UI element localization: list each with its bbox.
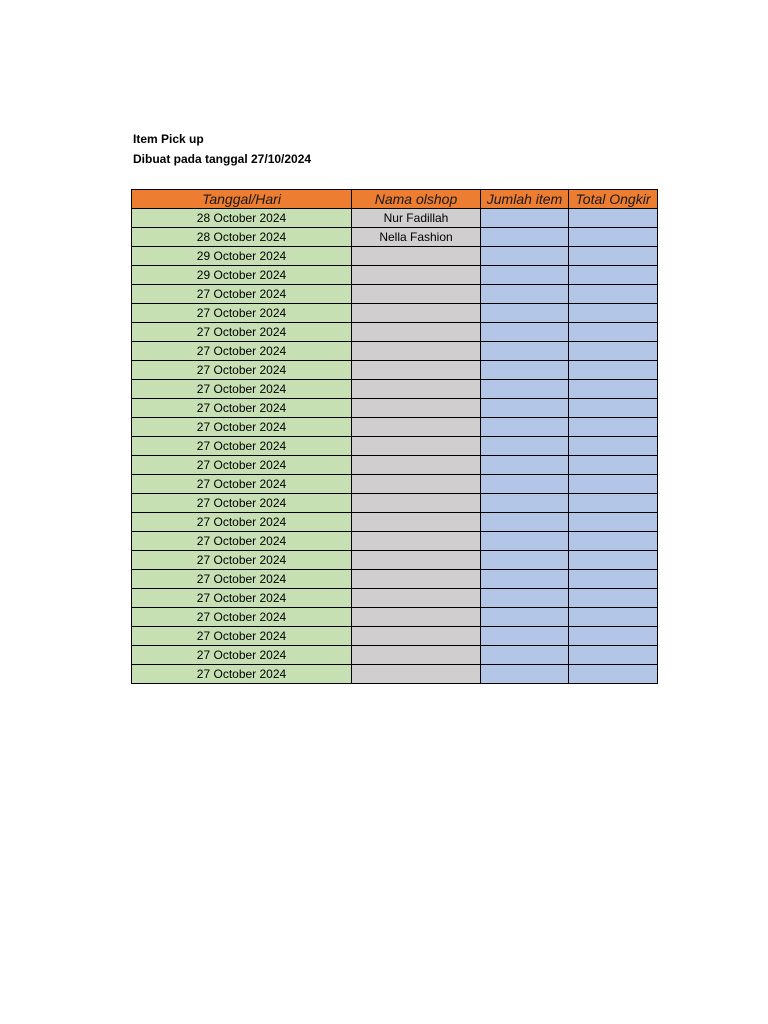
shipping-cost-cell[interactable] bbox=[569, 532, 658, 551]
column-header-date: Tanggal/Hari bbox=[132, 190, 352, 209]
shop-name-cell[interactable] bbox=[352, 304, 481, 323]
date-cell[interactable]: 27 October 2024 bbox=[132, 608, 352, 627]
item-count-cell[interactable] bbox=[481, 513, 569, 532]
date-cell[interactable]: 27 October 2024 bbox=[132, 437, 352, 456]
table-row bbox=[132, 532, 658, 551]
item-count-cell[interactable] bbox=[481, 608, 569, 627]
shipping-cost-cell[interactable] bbox=[569, 399, 658, 418]
shop-name-cell[interactable] bbox=[352, 532, 481, 551]
shop-name-cell[interactable]: Nella Fashion bbox=[352, 228, 481, 247]
table-row bbox=[132, 646, 658, 665]
shop-name-cell[interactable] bbox=[352, 608, 481, 627]
shipping-cost-cell[interactable] bbox=[569, 247, 658, 266]
shop-name-cell[interactable] bbox=[352, 589, 481, 608]
item-count-cell[interactable] bbox=[481, 570, 569, 589]
item-count-cell[interactable] bbox=[481, 456, 569, 475]
date-cell[interactable]: 27 October 2024 bbox=[132, 361, 352, 380]
item-count-cell[interactable] bbox=[481, 532, 569, 551]
date-cell[interactable]: 27 October 2024 bbox=[132, 646, 352, 665]
item-count-cell[interactable] bbox=[481, 247, 569, 266]
table-row bbox=[132, 608, 658, 627]
table-header-row bbox=[132, 190, 658, 209]
table-row bbox=[132, 665, 658, 684]
shipping-cost-cell[interactable] bbox=[569, 589, 658, 608]
item-count-cell[interactable] bbox=[481, 646, 569, 665]
date-cell[interactable]: 27 October 2024 bbox=[132, 475, 352, 494]
shop-name-cell[interactable] bbox=[352, 627, 481, 646]
table-row bbox=[132, 627, 658, 646]
shipping-cost-cell[interactable] bbox=[569, 285, 658, 304]
item-count-cell[interactable] bbox=[481, 665, 569, 684]
shipping-cost-cell[interactable] bbox=[569, 608, 658, 627]
table-row bbox=[132, 551, 658, 570]
creation-date-line: Dibuat pada tanggal 27/10/2024 bbox=[133, 152, 312, 166]
shop-name-cell[interactable] bbox=[352, 380, 481, 399]
table-row bbox=[132, 209, 658, 228]
date-cell[interactable]: 29 October 2024 bbox=[132, 247, 352, 266]
date-cell[interactable]: 29 October 2024 bbox=[132, 266, 352, 285]
date-cell[interactable]: 27 October 2024 bbox=[132, 418, 352, 437]
shipping-cost-cell[interactable] bbox=[569, 456, 658, 475]
shop-name-cell[interactable] bbox=[352, 513, 481, 532]
table-row bbox=[132, 589, 658, 608]
table-row bbox=[132, 418, 658, 437]
column-header-cost: Total Ongkir bbox=[569, 190, 658, 209]
item-count-cell[interactable] bbox=[481, 285, 569, 304]
date-cell[interactable]: 27 October 2024 bbox=[132, 456, 352, 475]
shipping-cost-cell[interactable] bbox=[569, 494, 658, 513]
table-body bbox=[132, 209, 658, 684]
table-row bbox=[132, 247, 658, 266]
column-header-qty: Jumlah item bbox=[481, 190, 569, 209]
column-header-shop: Nama olshop bbox=[352, 190, 481, 209]
document-title: Item Pick up bbox=[133, 132, 204, 146]
shipping-cost-cell[interactable] bbox=[569, 380, 658, 399]
shop-name-cell[interactable] bbox=[352, 665, 481, 684]
table-row bbox=[132, 399, 658, 418]
shipping-cost-cell[interactable] bbox=[569, 646, 658, 665]
shop-name-cell[interactable] bbox=[352, 247, 481, 266]
shipping-cost-cell[interactable] bbox=[569, 228, 658, 247]
date-cell[interactable]: 27 October 2024 bbox=[132, 285, 352, 304]
shop-name-cell[interactable] bbox=[352, 361, 481, 380]
table-row bbox=[132, 494, 658, 513]
pickup-table bbox=[131, 189, 658, 684]
item-count-cell[interactable] bbox=[481, 380, 569, 399]
date-cell[interactable]: 27 October 2024 bbox=[132, 532, 352, 551]
item-count-cell[interactable] bbox=[481, 627, 569, 646]
date-cell[interactable]: 27 October 2024 bbox=[132, 665, 352, 684]
item-count-cell[interactable] bbox=[481, 399, 569, 418]
date-cell[interactable]: 27 October 2024 bbox=[132, 589, 352, 608]
item-count-cell[interactable] bbox=[481, 209, 569, 228]
shipping-cost-cell[interactable] bbox=[569, 570, 658, 589]
table-row bbox=[132, 266, 658, 285]
shipping-cost-cell[interactable] bbox=[569, 551, 658, 570]
shipping-cost-cell[interactable] bbox=[569, 513, 658, 532]
date-cell[interactable]: 27 October 2024 bbox=[132, 627, 352, 646]
item-count-cell[interactable] bbox=[481, 361, 569, 380]
table-row bbox=[132, 570, 658, 589]
item-count-cell[interactable] bbox=[481, 323, 569, 342]
shipping-cost-cell[interactable] bbox=[569, 665, 658, 684]
shop-name-cell[interactable] bbox=[352, 494, 481, 513]
shop-name-cell[interactable] bbox=[352, 570, 481, 589]
table-row bbox=[132, 475, 658, 494]
shipping-cost-cell[interactable] bbox=[569, 418, 658, 437]
shop-name-cell[interactable] bbox=[352, 266, 481, 285]
date-cell[interactable]: 27 October 2024 bbox=[132, 380, 352, 399]
date-cell[interactable]: 27 October 2024 bbox=[132, 304, 352, 323]
date-cell[interactable]: 27 October 2024 bbox=[132, 513, 352, 532]
date-cell[interactable]: 27 October 2024 bbox=[132, 323, 352, 342]
table-row bbox=[132, 380, 658, 399]
shipping-cost-cell[interactable] bbox=[569, 475, 658, 494]
item-count-cell[interactable] bbox=[481, 475, 569, 494]
date-cell[interactable]: 27 October 2024 bbox=[132, 570, 352, 589]
item-count-cell[interactable] bbox=[481, 551, 569, 570]
shipping-cost-cell[interactable] bbox=[569, 323, 658, 342]
table-row bbox=[132, 437, 658, 456]
date-cell[interactable]: 28 October 2024 bbox=[132, 228, 352, 247]
item-count-cell[interactable] bbox=[481, 266, 569, 285]
item-count-cell[interactable] bbox=[481, 437, 569, 456]
table-row bbox=[132, 342, 658, 361]
shipping-cost-cell[interactable] bbox=[569, 361, 658, 380]
table-row bbox=[132, 285, 658, 304]
item-count-cell[interactable] bbox=[481, 494, 569, 513]
shipping-cost-cell[interactable] bbox=[569, 437, 658, 456]
shop-name-cell[interactable] bbox=[352, 646, 481, 665]
table-row bbox=[132, 361, 658, 380]
shop-name-cell[interactable] bbox=[352, 285, 481, 304]
shipping-cost-cell[interactable] bbox=[569, 304, 658, 323]
shop-name-cell[interactable] bbox=[352, 342, 481, 361]
shop-name-cell[interactable]: Nur Fadillah bbox=[352, 209, 481, 228]
shipping-cost-cell[interactable] bbox=[569, 266, 658, 285]
shipping-cost-cell[interactable] bbox=[569, 627, 658, 646]
date-cell[interactable]: 27 October 2024 bbox=[132, 494, 352, 513]
table-row bbox=[132, 228, 658, 247]
shop-name-cell[interactable] bbox=[352, 551, 481, 570]
table-row bbox=[132, 456, 658, 475]
date-cell[interactable]: 27 October 2024 bbox=[132, 551, 352, 570]
item-count-cell[interactable] bbox=[481, 342, 569, 361]
date-cell[interactable]: 27 October 2024 bbox=[132, 342, 352, 361]
item-count-cell[interactable] bbox=[481, 304, 569, 323]
shipping-cost-cell[interactable] bbox=[569, 342, 658, 361]
table-row bbox=[132, 304, 658, 323]
item-count-cell[interactable] bbox=[481, 589, 569, 608]
item-count-cell[interactable] bbox=[481, 418, 569, 437]
date-cell[interactable]: 27 October 2024 bbox=[132, 399, 352, 418]
shop-name-cell[interactable] bbox=[352, 323, 481, 342]
shipping-cost-cell[interactable] bbox=[569, 209, 658, 228]
date-cell[interactable]: 28 October 2024 bbox=[132, 209, 352, 228]
shop-name-cell[interactable] bbox=[352, 475, 481, 494]
item-count-cell[interactable] bbox=[481, 228, 569, 247]
shop-name-cell[interactable] bbox=[352, 456, 481, 475]
shop-name-cell[interactable] bbox=[352, 437, 481, 456]
table-row bbox=[132, 323, 658, 342]
shop-name-cell[interactable] bbox=[352, 418, 481, 437]
table-row bbox=[132, 513, 658, 532]
shop-name-cell[interactable] bbox=[352, 399, 481, 418]
